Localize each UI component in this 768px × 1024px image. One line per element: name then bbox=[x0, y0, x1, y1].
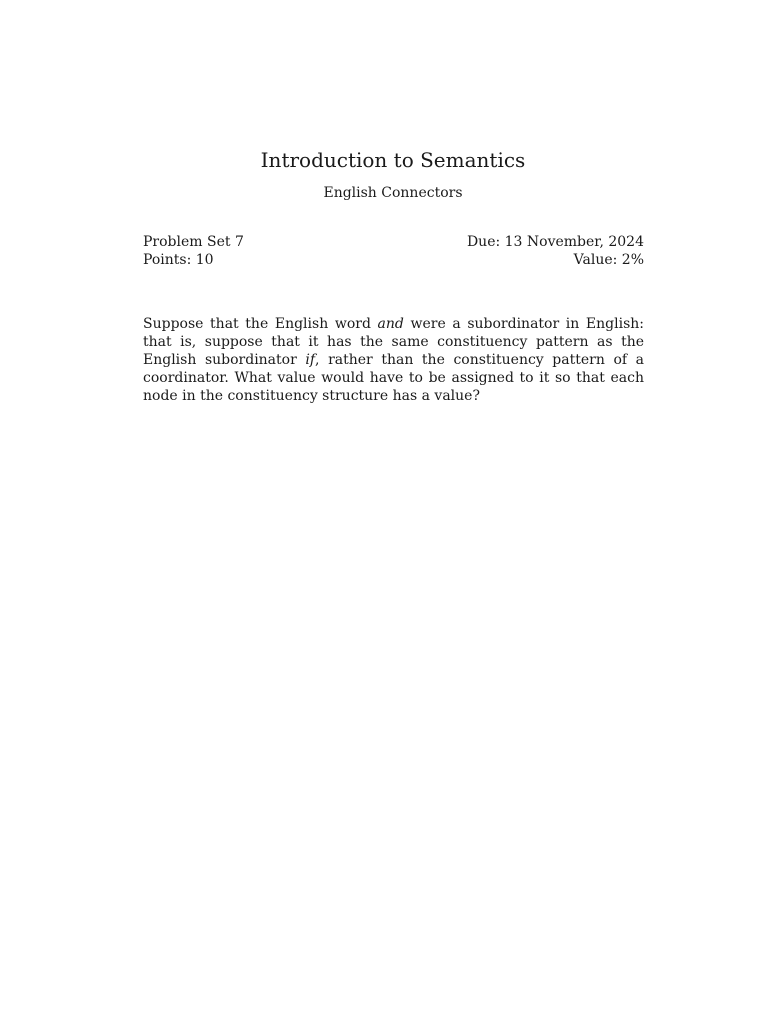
document-subtitle: English Connectors bbox=[323, 185, 463, 201]
due-date: Due: 13 November, 2024 bbox=[466, 234, 644, 250]
problem-text-part-2: were a subordinator in English: that is, suppose that it has the same constituency pattern as the English subordinator bbox=[143, 316, 644, 368]
value-label: Value: 2% bbox=[573, 252, 644, 268]
problem-set-label: Problem Set 7 bbox=[143, 234, 244, 250]
problem-text-part-3: , rather than the constituency pattern of a coordinator. What value would have to be assigned to it so that each node in the constituency structure has a value? bbox=[143, 352, 644, 404]
term-and: and bbox=[377, 316, 404, 332]
problem-text-part-1: Suppose that the English word bbox=[143, 316, 378, 332]
points-label: Points: 10 bbox=[143, 252, 214, 268]
term-if: if bbox=[305, 352, 316, 368]
document-title: Introduction to Semantics bbox=[260, 148, 526, 172]
assignment-meta bbox=[143, 233, 644, 269]
problem-text bbox=[143, 315, 644, 405]
meta-row-2 bbox=[143, 251, 644, 269]
meta-row-1 bbox=[143, 233, 644, 251]
